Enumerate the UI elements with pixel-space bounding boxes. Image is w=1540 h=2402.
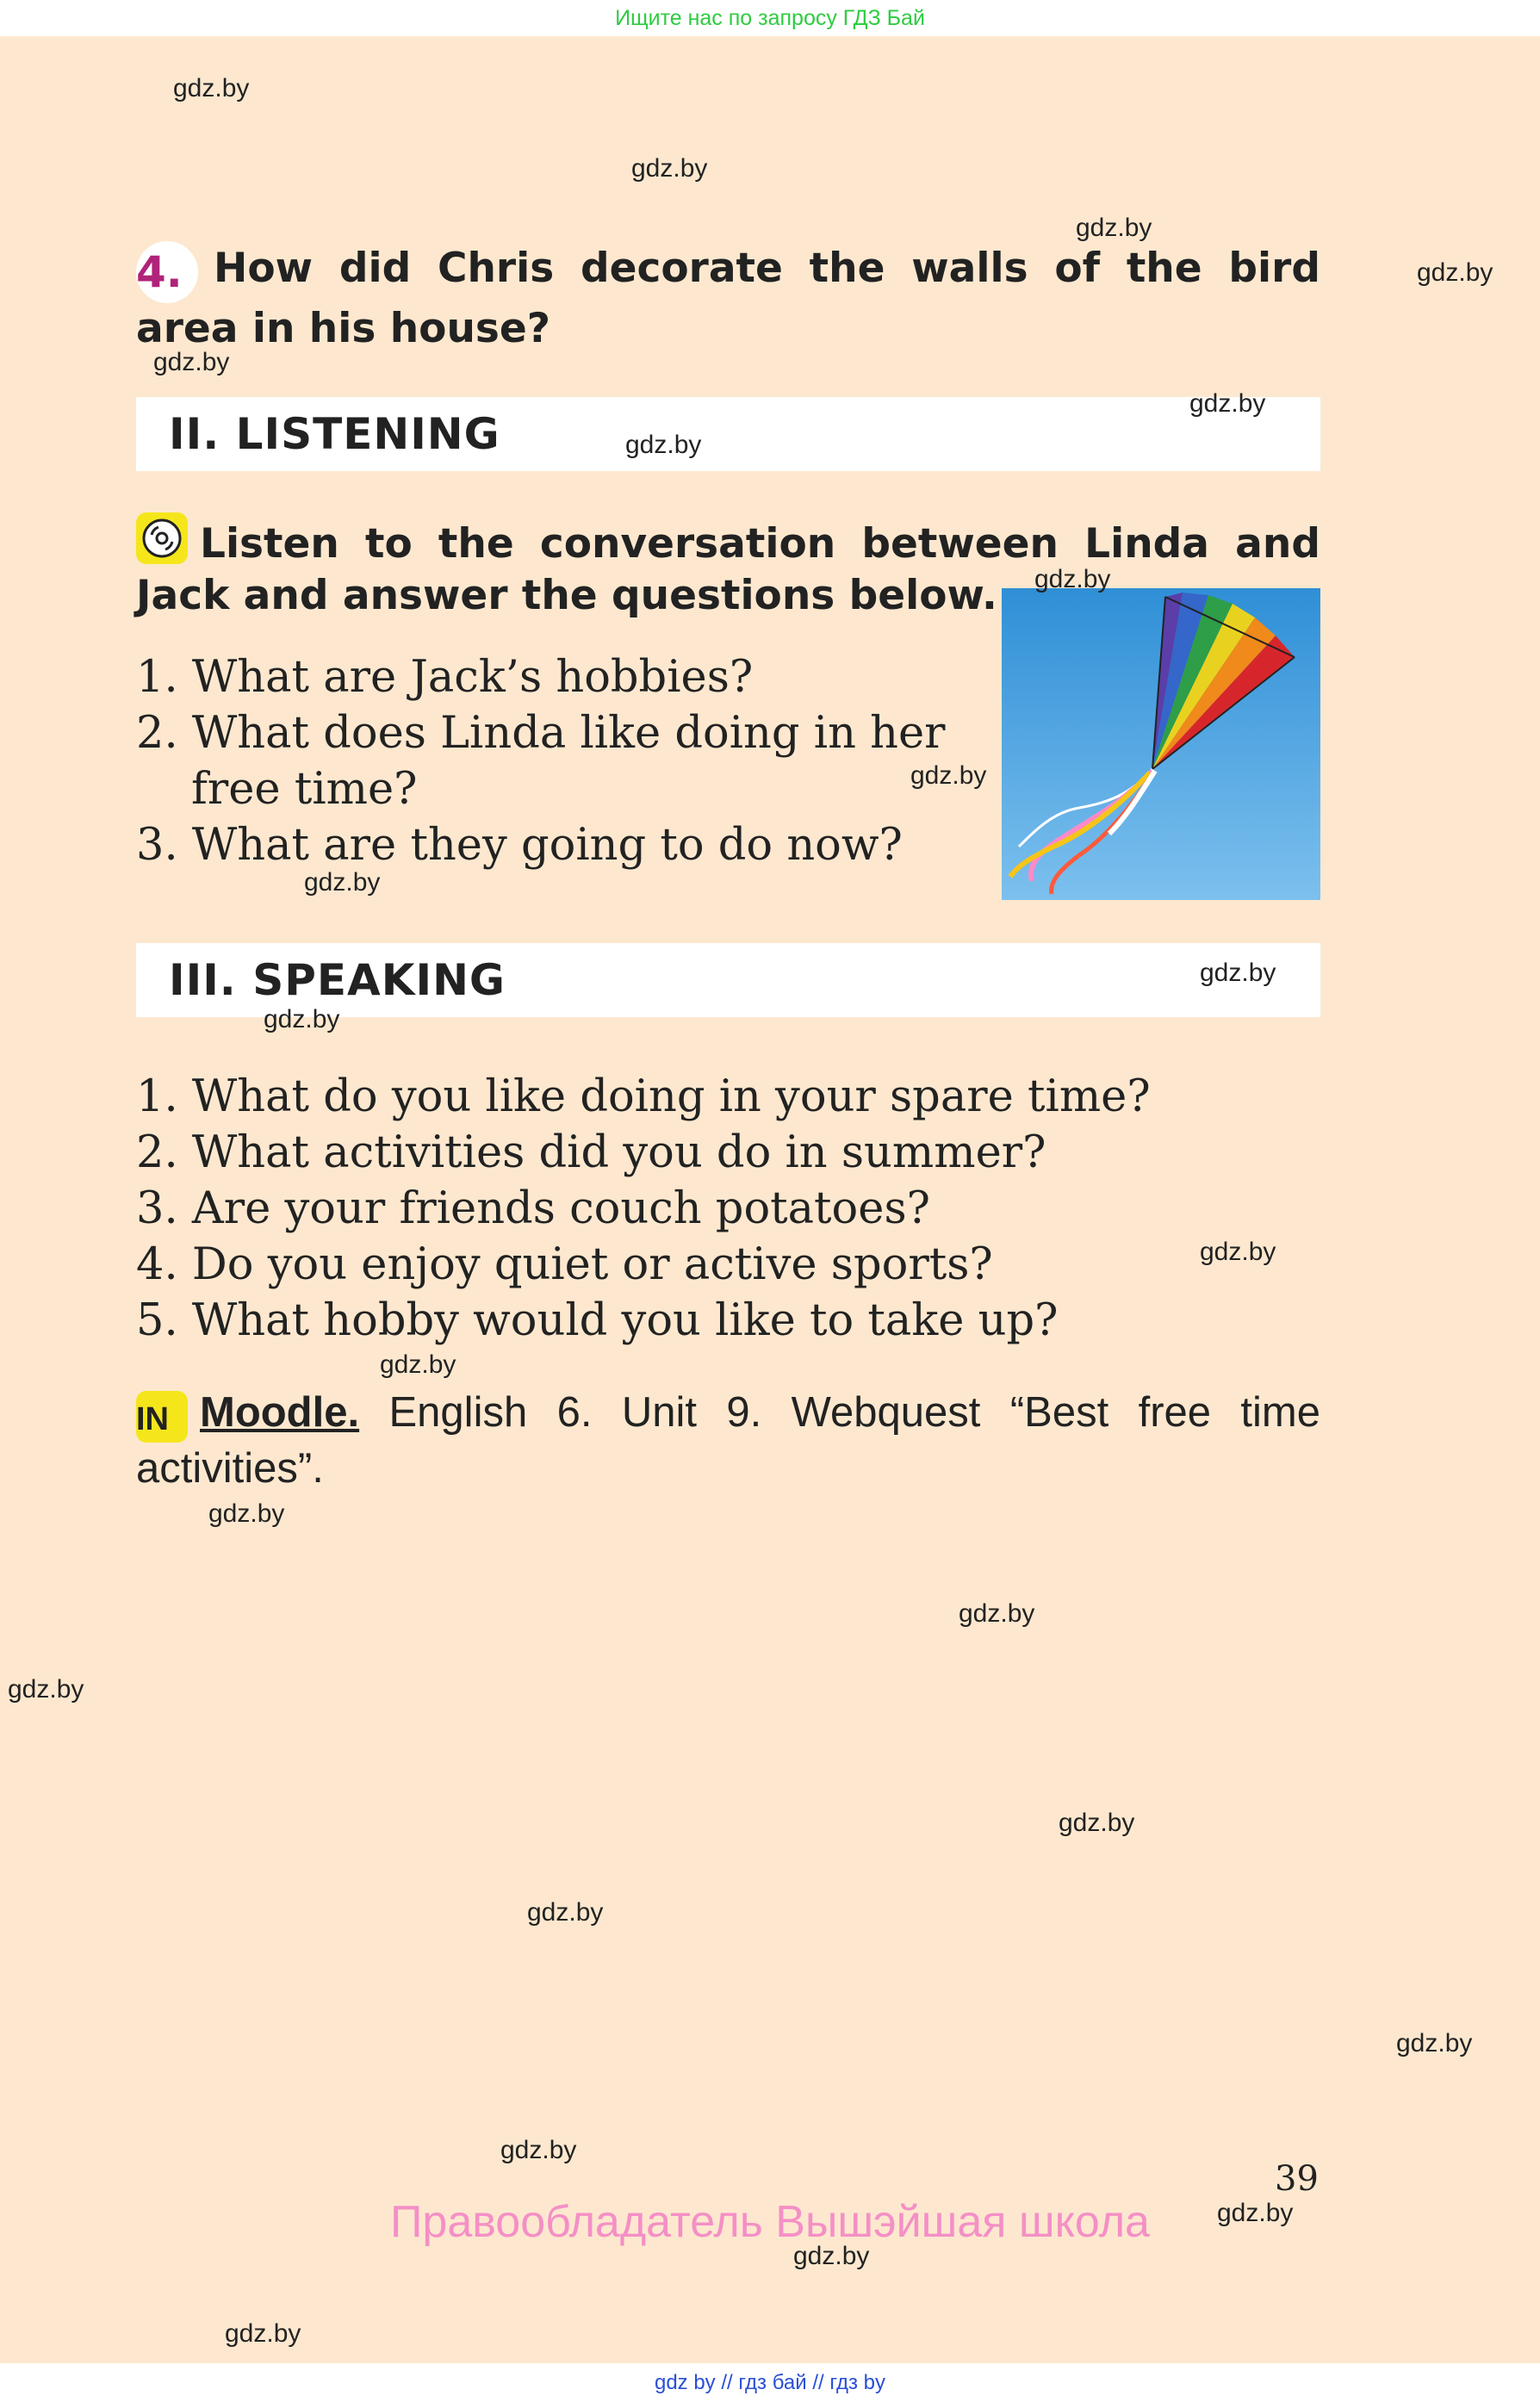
question-number-badge: 4. bbox=[136, 241, 198, 303]
watermark: gdz.by bbox=[1189, 389, 1266, 418]
listening-questions bbox=[136, 649, 997, 873]
rights-holder: Правообладатель Вышэйшая школа bbox=[390, 2197, 1150, 2247]
watermark: gdz.by bbox=[910, 761, 987, 790]
question-4 bbox=[136, 241, 1320, 355]
moodle-icon: IN bbox=[136, 1391, 188, 1443]
watermark: gdz.by bbox=[208, 1499, 285, 1528]
list-item: 2. What activities did you do in summer? bbox=[136, 1127, 1046, 1178]
watermark: gdz.by bbox=[1200, 959, 1276, 987]
listening-task-text: Listen to the conversation between Linda and Jack and answer the questions below. bbox=[136, 520, 1320, 619]
listening-title: II. LISTENING bbox=[169, 409, 500, 459]
top-banner: Ищите нас по запросу ГДЗ Бай bbox=[0, 0, 1540, 36]
watermark: gdz.by bbox=[380, 1350, 456, 1379]
list-item: 4. Do you enjoy quiet or active sports? bbox=[136, 1239, 993, 1290]
watermark: gdz.by bbox=[1059, 1809, 1135, 1837]
list-item: 3. Are your friends couch potatoes? bbox=[136, 1183, 930, 1234]
watermark: gdz.by bbox=[8, 1675, 84, 1704]
moodle-reference bbox=[136, 1387, 1320, 1495]
watermark: gdz.by bbox=[173, 74, 250, 102]
listening-header bbox=[136, 397, 1320, 471]
watermark: gdz.by bbox=[1396, 2029, 1473, 2058]
list-item: 1. What are Jack’s hobbies? bbox=[136, 652, 754, 703]
watermark: gdz.by bbox=[793, 2242, 870, 2270]
watermark: gdz.by bbox=[625, 431, 702, 459]
speaking-title: III. SPEAKING bbox=[169, 955, 506, 1005]
list-item: 1. What do you like doing in your spare time? bbox=[136, 1071, 1151, 1122]
watermark: gdz.by bbox=[959, 1599, 1035, 1628]
kite-photo bbox=[1002, 588, 1320, 900]
watermark: gdz.by bbox=[225, 2319, 301, 2348]
watermark: gdz.by bbox=[1200, 1238, 1276, 1266]
list-item: 2. What does Linda like doing in her free time? bbox=[136, 708, 946, 815]
page-number: 39 bbox=[1275, 2159, 1319, 2199]
list-item: 5. What hobby would you like to take up? bbox=[136, 1295, 1059, 1346]
question-4-text: How did Chris decorate the walls of the bird area in his house? bbox=[136, 245, 1320, 352]
speaking-questions bbox=[136, 1069, 1320, 1349]
watermark: gdz.by bbox=[304, 868, 381, 897]
moodle-link[interactable]: Moodle. bbox=[200, 1389, 360, 1436]
watermark: gdz.by bbox=[527, 1898, 604, 1927]
watermark: gdz.by bbox=[1076, 214, 1152, 242]
watermark: gdz.by bbox=[1417, 258, 1493, 287]
watermark: gdz.by bbox=[500, 2136, 577, 2164]
watermark: gdz.by bbox=[264, 1005, 340, 1033]
watermark: gdz.by bbox=[1034, 565, 1111, 593]
list-item: 3. What are they going to do now? bbox=[136, 820, 903, 871]
footer-links[interactable]: gdz by // гдз бай // гдз by bbox=[0, 2363, 1540, 2402]
watermark: gdz.by bbox=[1217, 2199, 1294, 2227]
audio-disc-icon bbox=[136, 512, 188, 564]
watermark: gdz.by bbox=[631, 154, 708, 183]
moodle-text: English 6. Unit 9. Webquest “Best free time activities”. bbox=[136, 1389, 1320, 1492]
watermark: gdz.by bbox=[153, 348, 230, 376]
